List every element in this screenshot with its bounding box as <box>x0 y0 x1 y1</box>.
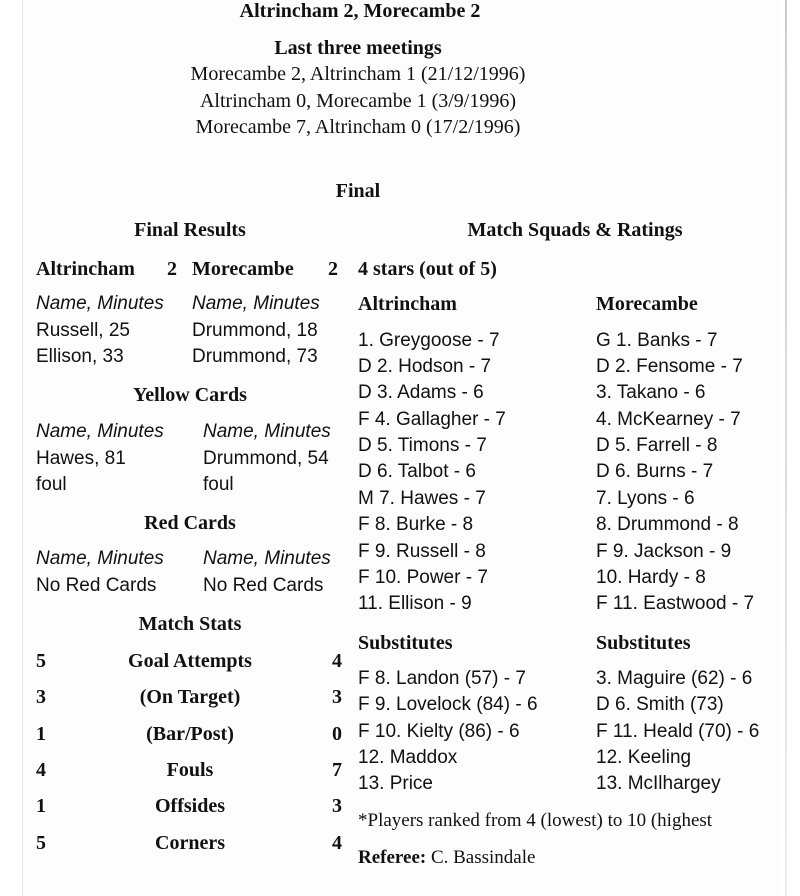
match-status: Final <box>335 180 381 202</box>
home-sub: 12. Maddox <box>358 747 458 768</box>
home-sub: 13. Price <box>358 773 433 794</box>
stat-home-value: 1 <box>36 795 46 817</box>
match-stats-heading: Match Stats <box>138 613 242 635</box>
away-yellow-reason: foul <box>203 474 234 495</box>
away-player: F 9. Jackson - 9 <box>596 541 732 562</box>
stat-label: (Bar/Post) <box>146 723 234 745</box>
stat-away-value: 3 <box>332 795 342 817</box>
red-col-header: Name, Minutes <box>36 548 164 569</box>
stat-label: Fouls <box>166 759 214 781</box>
stat-home-value: 1 <box>36 723 46 745</box>
home-player: F 8. Burke - 8 <box>358 514 474 535</box>
away-yellow-card: Drummond, 54 <box>203 448 329 469</box>
yellow-col-header: Name, Minutes <box>36 421 164 442</box>
away-scorer: Drummond, 18 <box>192 320 318 341</box>
stat-home-value: 3 <box>36 686 46 708</box>
referee-name: C. Bassindale <box>430 847 536 868</box>
match-rating: 4 stars (out of 5) <box>358 258 497 280</box>
referee-label: Referee: <box>358 847 427 868</box>
meeting-item: Morecambe 7, Altrincham 0 (17/2/1996) <box>195 116 521 138</box>
stat-home-value: 4 <box>36 759 46 781</box>
away-player: 10. Hardy - 8 <box>596 567 706 588</box>
away-player: 7. Lyons - 6 <box>596 488 695 509</box>
home-team-name: Altrincham <box>36 258 135 280</box>
home-player: F 10. Power - 7 <box>358 567 488 588</box>
away-team-score: 2 <box>328 258 338 280</box>
red-col-header: Name, Minutes <box>203 548 331 569</box>
home-player: F 9. Russell - 8 <box>358 541 486 562</box>
stat-label: Corners <box>155 832 225 854</box>
meeting-item: Morecambe 2, Altrincham 1 (21/12/1996) <box>190 63 526 85</box>
home-player: F 4. Gallagher - 7 <box>358 409 506 430</box>
home-subs-heading: Substitutes <box>358 632 453 654</box>
away-player: 4. McKearney - 7 <box>596 409 741 430</box>
home-player: D 2. Hodson - 7 <box>358 356 492 377</box>
away-player: 3. Takano - 6 <box>596 382 706 403</box>
squads-heading: Match Squads & Ratings <box>467 219 683 241</box>
stat-home-value: 5 <box>36 650 46 672</box>
home-scorer: Russell, 25 <box>36 320 130 341</box>
match-title: Altrincham 2, Morecambe 2 <box>239 0 481 22</box>
home-red-cards: No Red Cards <box>36 575 157 596</box>
stat-away-value: 7 <box>332 759 342 781</box>
stat-label: Goal Attempts <box>128 650 252 672</box>
last-meetings-heading: Last three meetings <box>274 37 442 59</box>
final-results-heading: Final Results <box>134 219 246 241</box>
away-sub: D 6. Smith (73) <box>596 694 724 715</box>
home-yellow-reason: foul <box>36 474 67 495</box>
away-sub: 12. Keeling <box>596 747 692 768</box>
away-sub: F 11. Heald (70) - 6 <box>596 721 760 742</box>
scorers-col-header: Name, Minutes <box>192 293 320 314</box>
away-player: F 11. Eastwood - 7 <box>596 593 755 614</box>
stat-away-value: 0 <box>332 723 342 745</box>
home-sub: F 10. Kielty (86) - 6 <box>358 721 520 742</box>
home-sub: F 9. Lovelock (84) - 6 <box>358 694 538 715</box>
away-subs-heading: Substitutes <box>596 632 691 654</box>
home-scorer: Ellison, 33 <box>36 346 124 367</box>
stat-home-value: 5 <box>36 832 46 854</box>
stat-away-value: 4 <box>332 832 342 854</box>
yellow-cards-heading: Yellow Cards <box>133 384 247 406</box>
away-player: G 1. Banks - 7 <box>596 330 718 351</box>
home-player: M 7. Hawes - 7 <box>358 488 486 509</box>
away-player: D 6. Burns - 7 <box>596 461 714 482</box>
away-scorer: Drummond, 73 <box>192 346 318 367</box>
stat-away-value: 3 <box>332 686 342 708</box>
meeting-item: Altrincham 0, Morecambe 1 (3/9/1996) <box>199 90 517 112</box>
home-player: D 6. Talbot - 6 <box>358 461 476 482</box>
away-sub: 13. McIlhargey <box>596 773 721 794</box>
away-team-name: Morecambe <box>192 258 294 280</box>
home-player: 11. Ellison - 9 <box>358 593 472 614</box>
scorers-col-header: Name, Minutes <box>36 293 164 314</box>
home-player: D 5. Timons - 7 <box>358 435 487 456</box>
ratings-footnote: *Players ranked from 4 (lowest) to 10 (highest <box>358 810 713 831</box>
away-player: D 2. Fensome - 7 <box>596 356 743 377</box>
away-player: D 5. Farrell - 8 <box>596 435 718 456</box>
away-squad-heading: Morecambe <box>596 293 698 315</box>
stat-away-value: 4 <box>332 650 342 672</box>
home-squad-heading: Altrincham <box>358 293 457 315</box>
home-team-score: 2 <box>167 258 177 280</box>
home-yellow-card: Hawes, 81 <box>36 448 126 469</box>
away-sub: 3. Maguire (62) - 6 <box>596 668 753 689</box>
red-cards-heading: Red Cards <box>144 512 236 534</box>
referee-line <box>358 847 535 869</box>
home-sub: F 8. Landon (57) - 7 <box>358 668 526 689</box>
stat-label: (On Target) <box>139 686 241 708</box>
home-player: 1. Greygoose - 7 <box>358 330 500 351</box>
yellow-col-header: Name, Minutes <box>203 421 331 442</box>
home-player: D 3. Adams - 6 <box>358 382 484 403</box>
away-red-cards: No Red Cards <box>203 575 324 596</box>
stat-label: Offsides <box>155 795 225 817</box>
away-player: 8. Drummond - 8 <box>596 514 739 535</box>
